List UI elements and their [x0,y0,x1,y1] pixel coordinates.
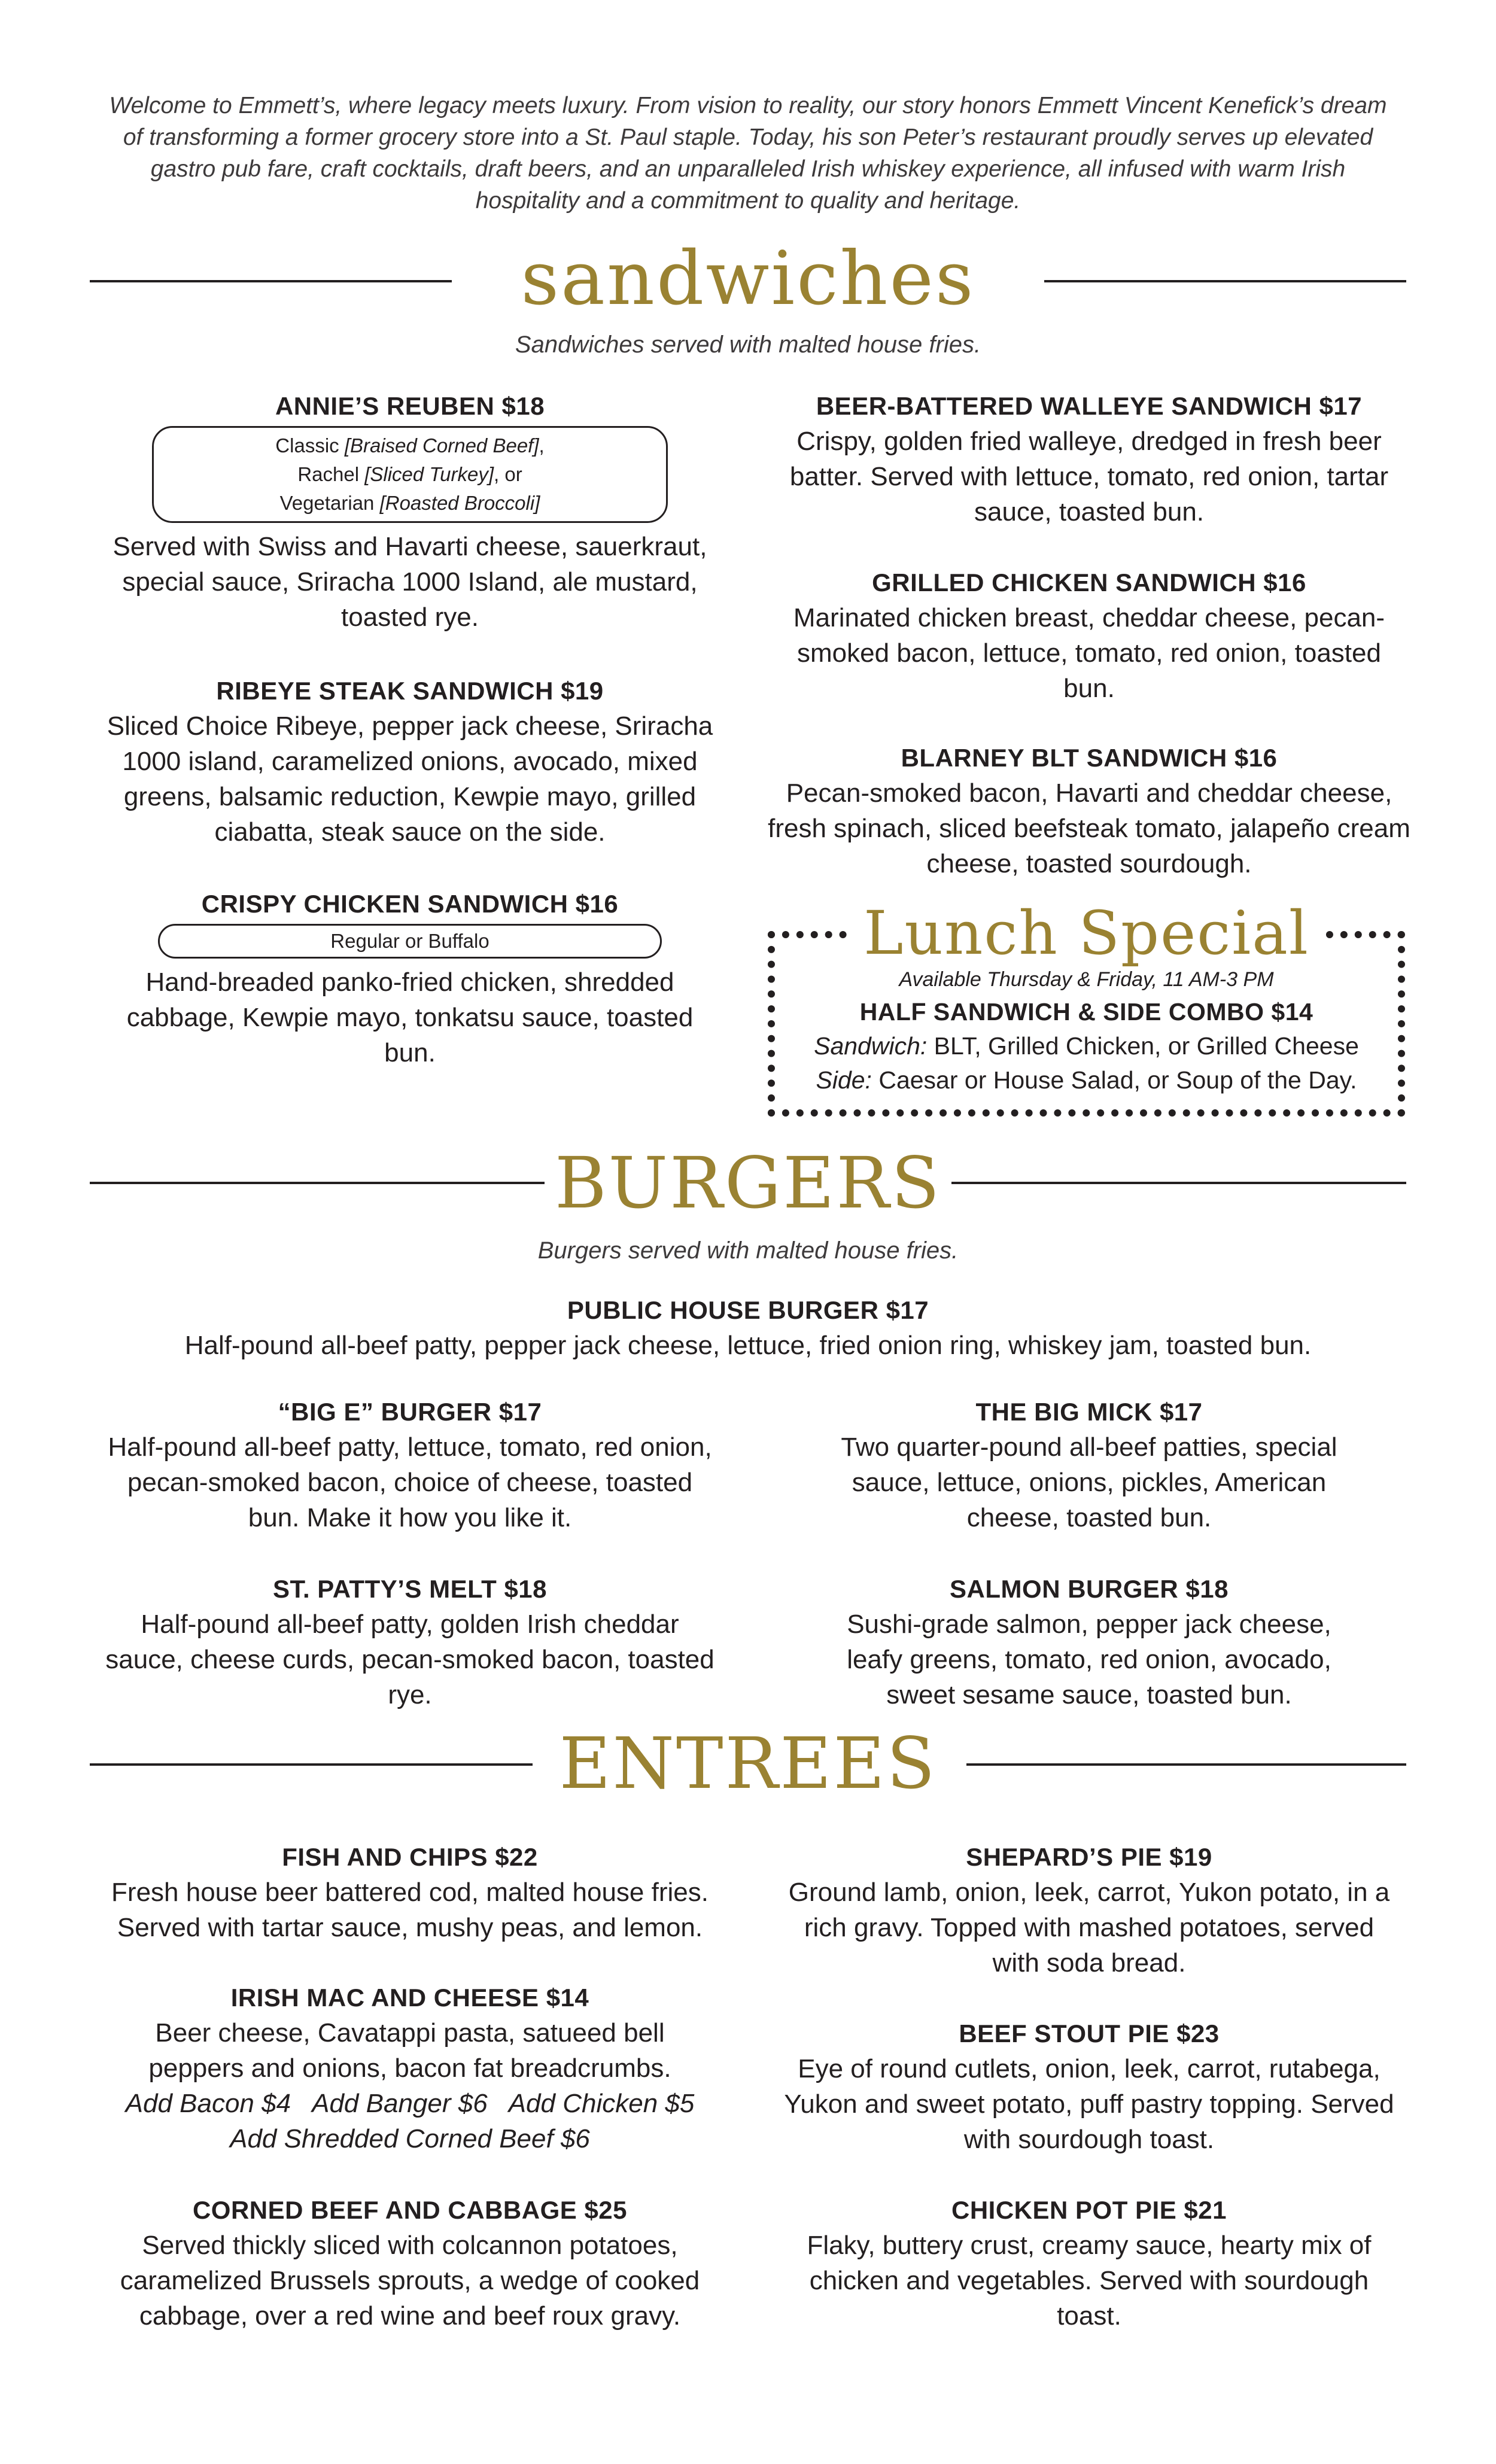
item-description: Fresh house beer battered cod, malted house fries. Served with tartar sauce, mushy peas, and lemon. [111,1878,709,1942]
menu-item-beef-stout-pie [766,2016,1412,2157]
mac-addons: Add Bacon $4 Add Banger $6 Add Chicken $5 [125,2089,695,2118]
item-description: Crispy, golden fried walleye, dredged in fresh beer batter. Served with lettuce, tomato, red onion, tartar sauce, toasted bun. [789,427,1389,527]
item-name: ANNIE’S REUBEN $18 [275,392,545,420]
item-name: CRISPY CHICKEN SANDWICH $16 [201,890,619,918]
reuben-option: Rachel [Sliced Turkey], or [297,463,522,485]
item-name: HALF SANDWICH & SIDE COMBO $14 [859,998,1313,1026]
item-description: Eye of round cutlets, onion, leek, carrot, rutabega, Yukon and sweet potato, puff pastry topping. Served with sourdough toast. [784,2054,1394,2154]
mac-addons: Add Shredded Corned Beef $6 [230,2124,590,2153]
item-name: BEER-BATTERED WALLEYE SANDWICH $17 [816,392,1363,420]
item-name: PUBLIC HOUSE BURGER $17 [567,1296,929,1324]
item-description: Served thickly sliced with colcannon potatoes, caramelized Brussels sprouts, a wedge of cooked cabbage, over a red wine and beef roux gravy. [120,2231,700,2331]
sandwiches-note: Sandwiches served with malted house fries. [515,331,981,358]
intro-paragraph: Welcome to Emmett’s, where legacy meets luxury. From vision to reality, our story honors Emmett Vincent Kenefick’s dream of transforming a former grocery store into a St. Paul staple. Today, his son Peter’s restaurant proudly serves up elevated gastro pub fare, craft cocktails, draft beers, and an unparalleled Irish whiskey experience, all infused with warm Irish hospitality and a commitment to quality and heritage. [109,93,1387,214]
menu-item-the-big-mick [772,1395,1406,1535]
menu-item-half-sandwich-side-combo [768,965,1405,1097]
menu-item-beer-battered-walleye-sandwich [760,389,1418,530]
reuben-options-box [152,426,668,523]
item-name: GRILLED CHICKEN SANDWICH $16 [872,568,1306,597]
lunch-side-choices: Side: Caesar or House Salad, or Soup of the Day. [816,1066,1357,1094]
item-name: BEEF STOUT PIE $23 [959,2019,1220,2048]
item-description: Half-pound all-beef patty, pepper jack cheese, lettuce, fried onion ring, whiskey jam, toasted bun. [184,1331,1312,1360]
burgers-note: Burgers served with malted house fries. [537,1237,959,1264]
item-description: Two quarter-pound all-beef patties, special sauce, lettuce, onions, pickles, American cheese, toasted bun. [841,1432,1337,1532]
item-description: Served with Swiss and Havarti cheese, sauerkraut, special sauce, Sriracha 1000 Island, ale mustard, toasted rye. [112,532,707,632]
menu-item-st-pattys-melt [90,1572,730,1712]
entrees-heading: ENTREES [559,1722,937,1805]
item-name: CHICKEN POT PIE $21 [951,2196,1227,2224]
menu-item-annies-reuben [90,389,730,635]
crispy-options-box: Regular or Buffalo [158,924,662,959]
item-name: FISH AND CHIPS $22 [282,1843,538,1871]
reuben-option: Classic [Braised Corned Beef], [275,434,545,457]
menu-item-chicken-pot-pie [772,2193,1406,2334]
menu-item-salmon-burger [772,1572,1406,1712]
item-name: CORNED BEEF AND CABBAGE $25 [192,2196,628,2224]
menu-item-irish-mac-and-cheese [84,1981,736,2156]
menu-item-shepards-pie [772,1840,1406,1981]
item-description: Sushi-grade salmon, pepper jack cheese, leafy greens, tomato, red onion, avocado, sweet sesame sauce, toasted bun. [847,1610,1331,1709]
menu-item-blarney-blt-sandwich [757,741,1421,881]
item-description: Sliced Choice Ribeye, pepper jack cheese, Sriracha 1000 island, caramelized onions, avocado, mixed greens, balsamic reduction, Kewpie mayo, grilled ciabatta, steak sauce on the side. [107,711,713,847]
lunch-sandwich-choices: Sandwich: BLT, Grilled Chicken, or Grilled Cheese [814,1032,1359,1060]
item-name: IRISH MAC AND CHEESE $14 [230,1984,589,2012]
menu-item-public-house-burger [90,1293,1406,1363]
sandwiches-heading: sandwiches [521,236,975,322]
lunch-availability: Available Thursday & Friday, 11 AM-3 PM [899,968,1274,991]
menu-item-big-e-burger [90,1395,730,1535]
item-name: ST. PATTY’S MELT $18 [272,1575,548,1603]
item-description: Half-pound all-beef patty, lettuce, tomato, red onion, pecan-smoked bacon, choice of cheese, toasted bun. Make it how you like it. [108,1432,712,1532]
menu-item-grilled-chicken-sandwich [760,565,1418,706]
lunch-special-heading: Lunch Special [768,898,1405,969]
item-name: THE BIG MICK $17 [975,1398,1203,1426]
item-description: Ground lamb, onion, leek, carrot, Yukon potato, in a rich gravy. Topped with mashed potatoes, served with soda bread. [788,1878,1390,1978]
item-name: SHEPARD’S PIE $19 [966,1843,1212,1871]
burgers-heading: BURGERS [554,1142,942,1224]
menu-item-crispy-chicken-sandwich [90,887,730,1070]
menu-item-fish-and-chips [84,1840,736,1945]
item-description: Marinated chicken breast, cheddar cheese, pecan-smoked bacon, lettuce, tomato, red onion, toasted bun. [793,603,1385,703]
item-description: Beer cheese, Cavatappi pasta, satueed bell peppers and onions, bacon fat breadcrumbs. [148,2018,671,2083]
item-name: “BIG E” BURGER $17 [278,1398,542,1426]
item-name: SALMON BURGER $18 [950,1575,1229,1603]
reuben-option: Vegetarian [Roasted Broccoli] [279,492,540,514]
item-description: Half-pound all-beef patty, golden Irish cheddar sauce, cheese curds, pecan-smoked bacon, toasted rye. [105,1610,714,1709]
item-description: Pecan-smoked bacon, Havarti and cheddar cheese, fresh spinach, sliced beefsteak tomato, jalapeño cream cheese, toasted sourdough. [768,778,1410,878]
item-description: Flaky, buttery crust, creamy sauce, hearty mix of chicken and vegetables. Served with sourdough toast. [807,2231,1372,2331]
item-name: RIBEYE STEAK SANDWICH $19 [216,677,604,705]
menu-item-corned-beef-and-cabbage [84,2193,736,2334]
item-description: Hand-breaded panko-fried chicken, shredded cabbage, Kewpie mayo, tonkatsu sauce, toasted bun. [126,968,694,1067]
item-name: BLARNEY BLT SANDWICH $16 [901,744,1278,772]
menu-item-ribeye-steak-sandwich [84,674,736,850]
